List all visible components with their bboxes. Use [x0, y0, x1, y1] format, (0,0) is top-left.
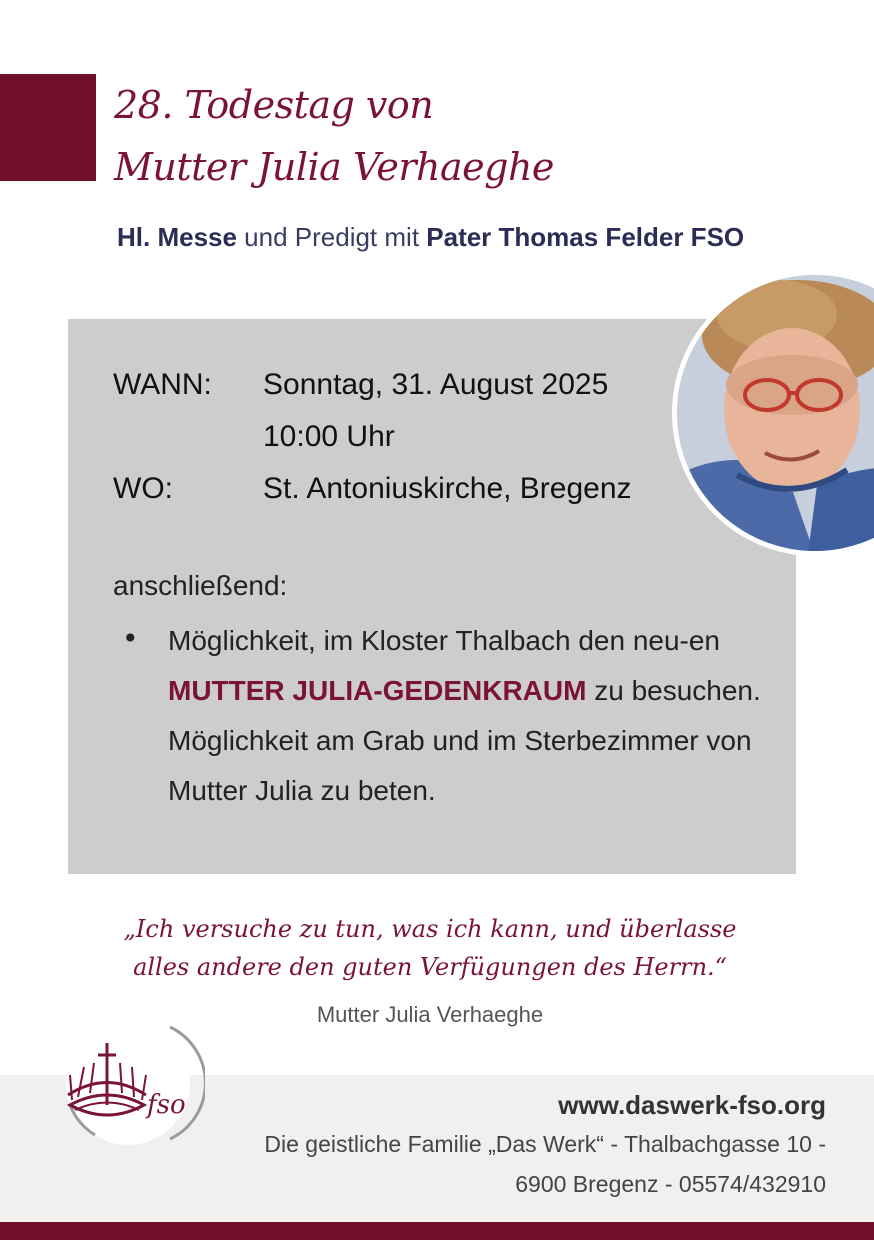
- quote: [100, 910, 760, 986]
- bullet-text-after: zu besuchen. Möglichkeit am Grab und im Sterbezimmer von Mutter Julia zu beten.: [168, 675, 761, 806]
- subtitle-connector: und Predigt mit: [236, 222, 427, 252]
- page-title: [114, 74, 554, 198]
- bullet-dot: •: [122, 622, 139, 655]
- when-time: 10:00 Uhr: [263, 420, 395, 453]
- where-label: WO:: [113, 472, 173, 505]
- accent-block: [0, 74, 96, 181]
- afterwards-label: anschließend:: [113, 570, 288, 601]
- address-line-1: Die geistliche Familie „Das Werk“ - Thalbachgasse 10 -: [264, 1131, 826, 1157]
- subtitle: [117, 222, 744, 253]
- memorial-room-highlight: MUTTER JULIA-GEDENKRAUM: [168, 675, 587, 706]
- when-label: WANN:: [113, 368, 212, 401]
- footer-bottom-bar: [0, 1222, 874, 1240]
- title-line-1: 28. Todestag von: [114, 83, 434, 127]
- quote-author: Mutter Julia Verhaeghe: [316, 1002, 544, 1027]
- quote-line-2: alles andere den guten Verfügungen des Herrn.“: [133, 953, 727, 981]
- title-line-2: Mutter Julia Verhaeghe: [114, 145, 554, 189]
- when-date: Sonntag, 31. August 2025: [263, 368, 609, 401]
- crown-cross-logo-icon: [50, 1015, 205, 1150]
- bullet-text-before: Möglichkeit, im Kloster Thalbach den neu-en: [168, 625, 721, 656]
- logo-fso-text: fso: [147, 1090, 186, 1120]
- address-line-2: 6900 Bregenz - 05574/432910: [515, 1171, 826, 1197]
- subtitle-priest: Pater Thomas Felder FSO: [426, 222, 745, 252]
- quote-line-1: „Ich versuche zu tun, was ich kann, und überlasse: [123, 915, 737, 943]
- footer-address: [186, 1124, 826, 1204]
- website-link[interactable]: www.daswerk-fso.org: [558, 1090, 826, 1120]
- subtitle-mass: Hl. Messe: [117, 222, 237, 252]
- where-value: St. Antoniuskirche, Bregenz: [263, 472, 632, 505]
- fso-logo: [50, 1015, 205, 1150]
- afterwards-bullet: [168, 616, 768, 816]
